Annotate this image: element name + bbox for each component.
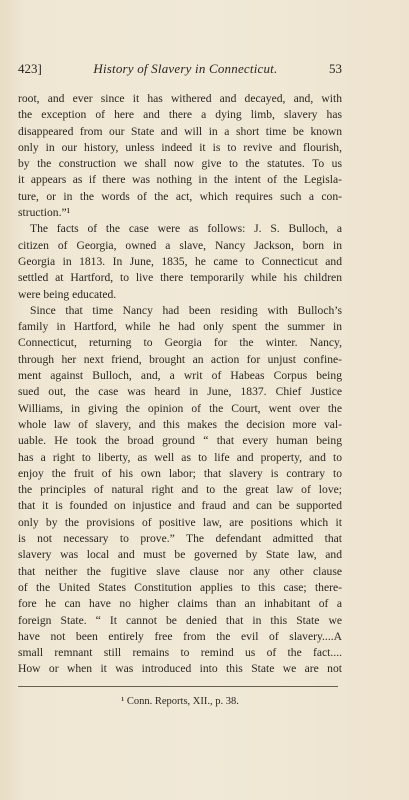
text-line: slavery was local and must be governed by State law, and xyxy=(18,548,342,562)
text-line: Georgia in 1813. In June, 1835, he came to Connecticut and xyxy=(18,254,342,268)
text-line: citizen of Georgia, owned a slave, Nancy Jackson, born in xyxy=(18,238,342,252)
text-line: has a right to liberty, as well as to life and property, and to xyxy=(18,450,342,464)
text-line: that it is founded on injustice and fraud and can be supported xyxy=(18,499,342,513)
page-number: 53 xyxy=(328,61,342,76)
running-head xyxy=(18,61,342,77)
text-line: How or when it was introduced into this State we are not xyxy=(18,662,342,676)
text-line: were being educated. xyxy=(18,287,117,301)
text-line: through her next friend, brought an action for unjust confine- xyxy=(18,352,342,366)
text-line: Since that time Nancy had been residing with Bulloch’s xyxy=(30,303,342,317)
text-line: struction.”¹ xyxy=(18,206,71,220)
footnote-divider xyxy=(18,686,338,687)
section-marker: 423] xyxy=(18,61,42,76)
text-line: enjoy the fruit of his own labor; that slavery is contrary to xyxy=(18,466,342,480)
text-line: ment against Bulloch, and, a writ of Habeas Corpus being xyxy=(18,369,342,383)
text-line: the exception of here and there a dying limb, slavery has xyxy=(18,108,342,122)
running-title: History of Slavery in Connecticut. xyxy=(93,61,278,76)
text-line: that neither the fugitive slave clause nor any other clause xyxy=(18,564,342,578)
text-line: family in Hartford, while he had only spent the summer in xyxy=(18,320,342,334)
text-line: fore he can have no higher claims than an inhabitant of a xyxy=(18,597,342,611)
text-line: Williams, in giving the opinion of the Court, went over the xyxy=(18,401,342,415)
text-line: sued out, the case was heard in June, 1837. Chief Justice xyxy=(18,385,342,399)
text-line: is not necessary to prove.” The defendant admitted that xyxy=(18,532,342,546)
text-line: disappeared from our State and will in a short time be known xyxy=(18,124,342,138)
text-line: settled at Hartford, to live there temporarily while his children xyxy=(18,271,342,285)
text-line: foreign State. “ It cannot be denied that in this State we xyxy=(18,613,342,627)
text-line: ture, or in the words of the act, which requires such a con- xyxy=(18,189,342,203)
body-text xyxy=(18,91,342,678)
text-line: whole law of slavery, and this makes the decision more val- xyxy=(18,417,342,431)
text-line: Connecticut, returning to Georgia for the winter. Nancy, xyxy=(18,336,342,350)
text-line: by the construction we shall now give to the statutes. To us xyxy=(18,157,342,171)
text-line: uable. He took the broad ground “ that every human being xyxy=(18,434,342,448)
text-line: only by the provisions of positive law, are positions which it xyxy=(18,515,342,529)
text-line: it appears as if there was nothing in the intent of the Legisla- xyxy=(18,173,342,187)
footnote: ¹ Conn. Reports, XII., p. 38. xyxy=(121,696,239,707)
text-line: of the United States Constitution applies to this case; there- xyxy=(18,580,342,594)
text-line: small remnant still remains to remind us of the fact.... xyxy=(18,646,342,660)
text-line: have not been entirely free from the evil of slavery....A xyxy=(18,629,342,643)
text-line: only in our history, unless indeed it is to revive and flourish, xyxy=(18,140,342,154)
text-line: the principles of natural right and to the great law of love; xyxy=(18,483,342,497)
text-line: root, and ever since it has withered and decayed, and, with xyxy=(18,92,342,105)
text-line: The facts of the case were as follows: J. S. Bulloch, a xyxy=(30,222,342,236)
